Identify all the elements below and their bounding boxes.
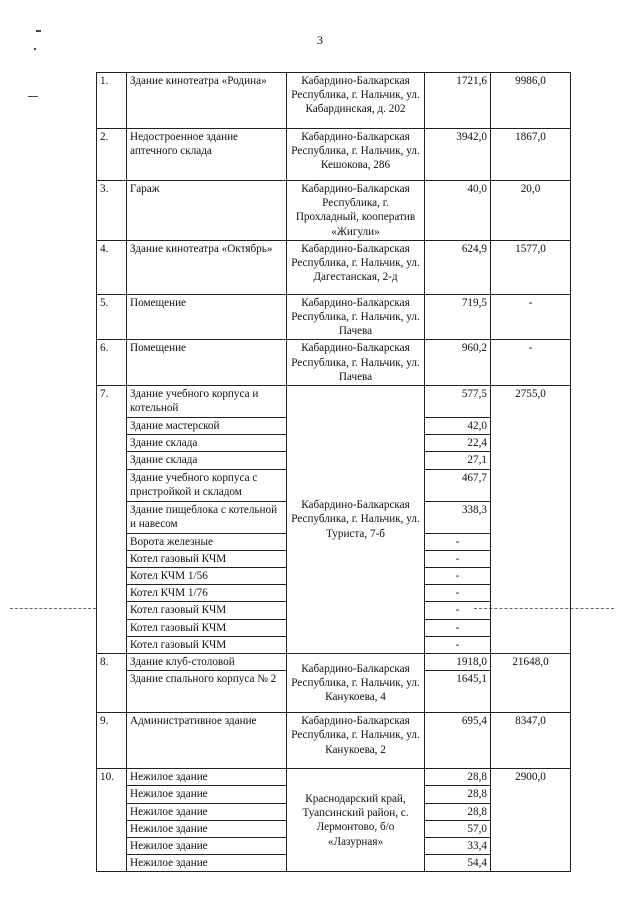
- margin-mark: [36, 30, 41, 32]
- object-area: 27,1: [425, 452, 491, 469]
- table-row: [97, 181, 571, 241]
- object-area: -: [425, 550, 491, 567]
- object-name: Здание учебного корпуса с пристройкой и складом: [127, 469, 287, 501]
- object-area: 54,4: [425, 855, 491, 872]
- fold-line: [10, 608, 96, 609]
- object-cost: -: [491, 294, 571, 340]
- object-address: Кабардино-Балкарская Республика, г. Нальчик, ул. Канукоева, 4: [287, 654, 425, 713]
- row-number: 9.: [97, 713, 127, 769]
- object-area: 960,2: [425, 340, 491, 386]
- object-area: 1721,6: [425, 73, 491, 129]
- object-name: Здание пищеблока с котельной и навесом: [127, 501, 287, 533]
- object-name: Котел газовый КЧМ: [127, 636, 287, 653]
- object-name: Нежилое здание: [127, 855, 287, 872]
- object-name: Котел газовый КЧМ: [127, 602, 287, 619]
- object-name: Гараж: [127, 181, 287, 241]
- object-name: Здание клуб-столовой: [127, 654, 287, 671]
- object-area: 40,0: [425, 181, 491, 241]
- object-address: Кабардино-Балкарская Республика, г. Нальчик, ул. Кабардинская, д. 202: [287, 73, 425, 129]
- object-name: Котел КЧМ 1/76: [127, 585, 287, 602]
- margin-mark: [34, 48, 36, 50]
- row-number: 1.: [97, 73, 127, 129]
- object-area: 28,8: [425, 786, 491, 803]
- object-name: Нежилое здание: [127, 769, 287, 786]
- table-row: [97, 129, 571, 181]
- object-area: 577,5: [425, 386, 491, 418]
- object-cost: 2755,0: [491, 386, 571, 654]
- object-cost: 1867,0: [491, 129, 571, 181]
- object-address: Кабардино-Балкарская Республика, г. Нальчик, ул. Туриста, 7-б: [287, 386, 425, 654]
- object-address: Краснодарский край, Туапсинский район, с. Лермонтово, б/о «Лазурная»: [287, 769, 425, 872]
- object-name: Помещение: [127, 340, 287, 386]
- object-name: Здание склада: [127, 435, 287, 452]
- table-row: [97, 713, 571, 769]
- object-area: 28,8: [425, 769, 491, 786]
- table-row: [97, 769, 571, 786]
- object-cost: -: [491, 340, 571, 386]
- object-address: Кабардино-Балкарская Республика, г. Прохладный, кооператив «Жигули»: [287, 181, 425, 241]
- table-row: [97, 340, 571, 386]
- row-number: 3.: [97, 181, 127, 241]
- object-name: Недостроенное здание аптечного склада: [127, 129, 287, 181]
- row-number: 4.: [97, 240, 127, 294]
- object-name: Нежилое здание: [127, 803, 287, 820]
- object-cost: 20,0: [491, 181, 571, 241]
- object-address: Кабардино-Балкарская Республика, г. Нальчик, ул. Пачева: [287, 340, 425, 386]
- object-area: 695,4: [425, 713, 491, 769]
- object-area: 1645,1: [425, 671, 491, 713]
- object-name: Ворота железные: [127, 533, 287, 550]
- object-name: Здание учебного корпуса и котельной: [127, 386, 287, 418]
- object-address: Кабардино-Балкарская Республика, г. Нальчик, ул. Пачева: [287, 294, 425, 340]
- object-area: -: [425, 602, 491, 619]
- row-number: 6.: [97, 340, 127, 386]
- object-name: Здание мастерской: [127, 418, 287, 435]
- table-row: [97, 294, 571, 340]
- object-area: 57,0: [425, 820, 491, 837]
- table-row: [97, 654, 571, 671]
- object-area: 624,9: [425, 240, 491, 294]
- object-cost: 1577,0: [491, 240, 571, 294]
- margin-mark: [28, 96, 38, 97]
- table-body: [97, 73, 571, 872]
- object-area: 1918,0: [425, 654, 491, 671]
- object-area: 42,0: [425, 418, 491, 435]
- object-area: 338,3: [425, 501, 491, 533]
- object-area: -: [425, 533, 491, 550]
- object-area: -: [425, 568, 491, 585]
- object-area: -: [425, 636, 491, 653]
- object-name: Нежилое здание: [127, 786, 287, 803]
- row-number: 5.: [97, 294, 127, 340]
- object-name: Здание склада: [127, 452, 287, 469]
- table-row: [97, 386, 571, 418]
- object-name: Котел газовый КЧМ: [127, 550, 287, 567]
- table-row: [97, 73, 571, 129]
- object-name: Здание кинотеатра «Родина»: [127, 73, 287, 129]
- object-name: Здание кинотеатра «Октябрь»: [127, 240, 287, 294]
- object-area: 28,8: [425, 803, 491, 820]
- object-area: 33,4: [425, 838, 491, 855]
- object-address: Кабардино-Балкарская Республика, г. Нальчик, ул. Дагестанская, 2-д: [287, 240, 425, 294]
- object-area: -: [425, 619, 491, 636]
- object-name: Помещение: [127, 294, 287, 340]
- object-name: Котел КЧМ 1/56: [127, 568, 287, 585]
- object-address: Кабардино-Балкарская Республика, г. Нальчик, ул. Кешокова, 286: [287, 129, 425, 181]
- property-table: [96, 72, 571, 872]
- object-cost: 8347,0: [491, 713, 571, 769]
- object-cost: 2900,0: [491, 769, 571, 872]
- object-name: Нежилое здание: [127, 820, 287, 837]
- object-area: 467,7: [425, 469, 491, 501]
- row-number: 10.: [97, 769, 127, 872]
- row-number: 8.: [97, 654, 127, 713]
- object-area: 3942,0: [425, 129, 491, 181]
- table-row: [97, 240, 571, 294]
- object-name: Здание спального корпуса № 2: [127, 671, 287, 713]
- object-cost: 21648,0: [491, 654, 571, 713]
- object-area: -: [425, 585, 491, 602]
- object-name: Котел газовый КЧМ: [127, 619, 287, 636]
- object-area: 719,5: [425, 294, 491, 340]
- object-name: Нежилое здание: [127, 838, 287, 855]
- object-name: Административное здание: [127, 713, 287, 769]
- object-area: 22,4: [425, 435, 491, 452]
- row-number: 2.: [97, 129, 127, 181]
- object-address: Кабардино-Балкарская Республика, г. Нальчик, ул. Канукоева, 2: [287, 713, 425, 769]
- row-number: 7.: [97, 386, 127, 654]
- object-cost: 9986,0: [491, 73, 571, 129]
- page-number: 3: [317, 33, 323, 47]
